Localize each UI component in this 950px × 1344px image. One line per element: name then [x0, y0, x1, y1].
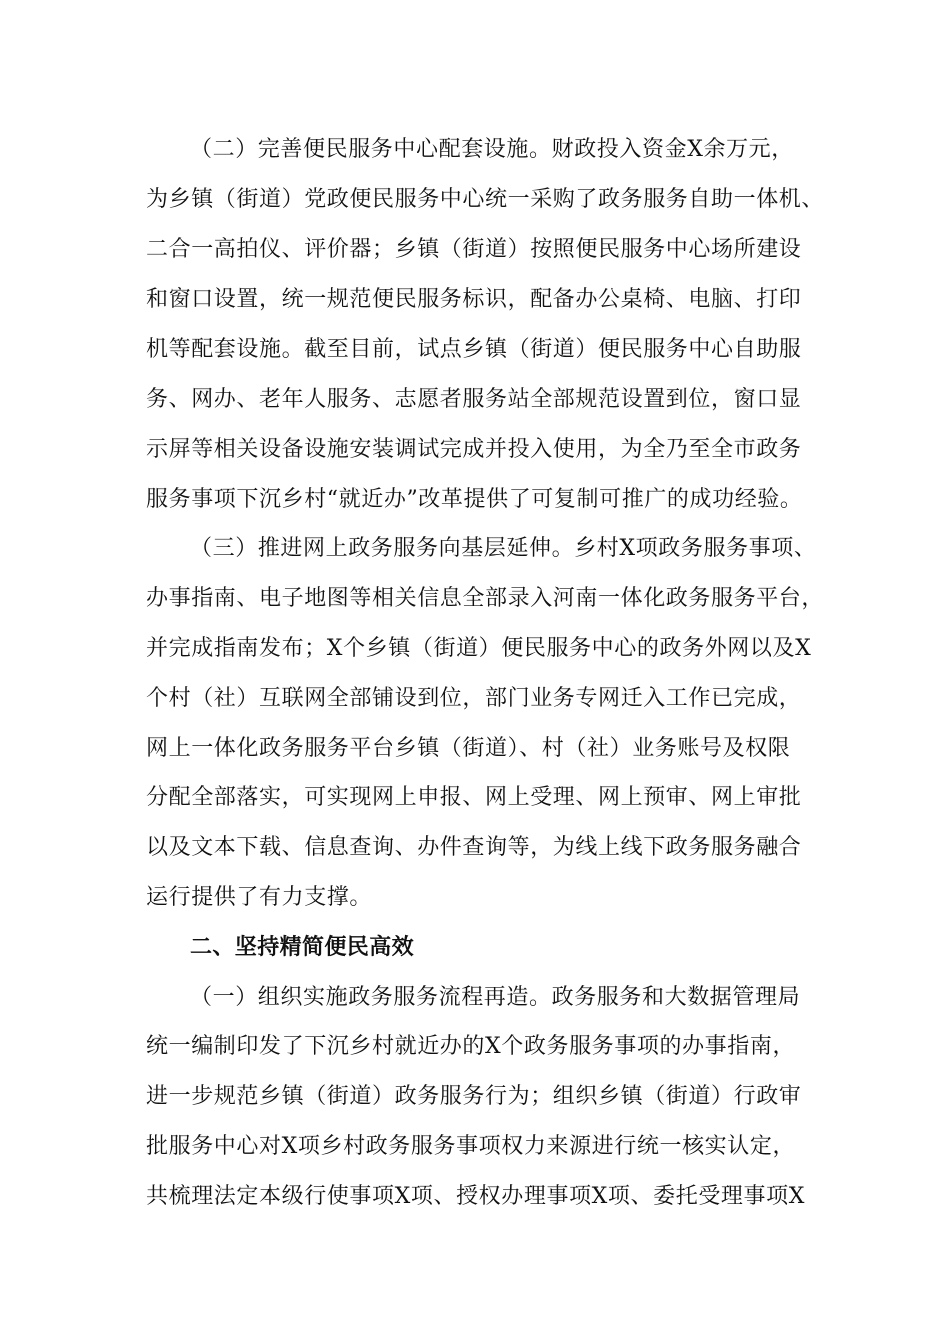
section-heading: 二、坚持精简便民高效	[190, 935, 415, 960]
paragraph-line: 服务事项下沉乡村“就近办”改革提供了可复制可推广的成功经验。	[146, 487, 803, 512]
paragraph-line: 机等配套设施。截至目前，试点乡镇（街道）便民服务中心自助服	[146, 337, 802, 362]
paragraph-line: 批服务中心对X项乡村政务服务事项权力来源进行统一核实认定，	[146, 1134, 796, 1159]
paragraph-line: 分配全部落实，可实现网上申报、网上受理、网上预审、网上审批	[146, 785, 802, 810]
paragraph-line: （一）组织实施政务服务流程再造。政务服务和大数据管理局	[190, 985, 801, 1010]
paragraph-line: （三）推进网上政务服务向基层延伸。乡村X项政务服务事项、	[190, 536, 817, 561]
paragraph-line: 共梳理法定本级行使事项X项、授权办理事项X项、委托受理事项X	[146, 1184, 805, 1209]
paragraph-line: 运行提供了有力支撑。	[146, 885, 373, 910]
paragraph-line: 网上一体化政务服务平台乡镇（街道）、村（社）业务账号及权限	[146, 736, 791, 761]
paragraph-line: 以及文本下载、信息查询、办件查询等，为线上线下政务服务融合	[146, 835, 802, 860]
paragraph-line: 和窗口设置，统一规范便民服务标识，配备办公桌椅、电脑、打印	[146, 287, 802, 312]
paragraph-line: 务、网办、老年人服务、志愿者服务站全部规范设置到位，窗口显	[146, 387, 802, 412]
paragraph-line: 办事指南、电子地图等相关信息全部录入河南一体化政务服务平台，	[146, 586, 825, 611]
paragraph-line: 进一步规范乡镇（街道）政务服务行为；组织乡镇（街道）行政审	[146, 1084, 802, 1109]
paragraph-line: 为乡镇（街道）党政便民服务中心统一采购了政务服务自助一体机、	[146, 187, 825, 212]
paragraph-line: （二）完善便民服务中心配套设施。财政投入资金X余万元，	[190, 137, 794, 162]
paragraph-line: 统一编制印发了下沉乡村就近办的X个政务服务事项的办事指南，	[146, 1034, 796, 1059]
paragraph-line: 并完成指南发布；X个乡镇（街道）便民服务中心的政务外网以及X	[146, 636, 812, 661]
paragraph-line: 二合一高拍仪、评价器；乡镇（街道）按照便民服务中心场所建设	[146, 237, 802, 262]
paragraph-line: 个村（社）互联网全部铺设到位，部门业务专网迁入工作已完成，	[146, 686, 802, 711]
paragraph-line: 示屏等相关设备设施安装调试完成并投入使用，为全乃至全市政务	[146, 437, 802, 462]
